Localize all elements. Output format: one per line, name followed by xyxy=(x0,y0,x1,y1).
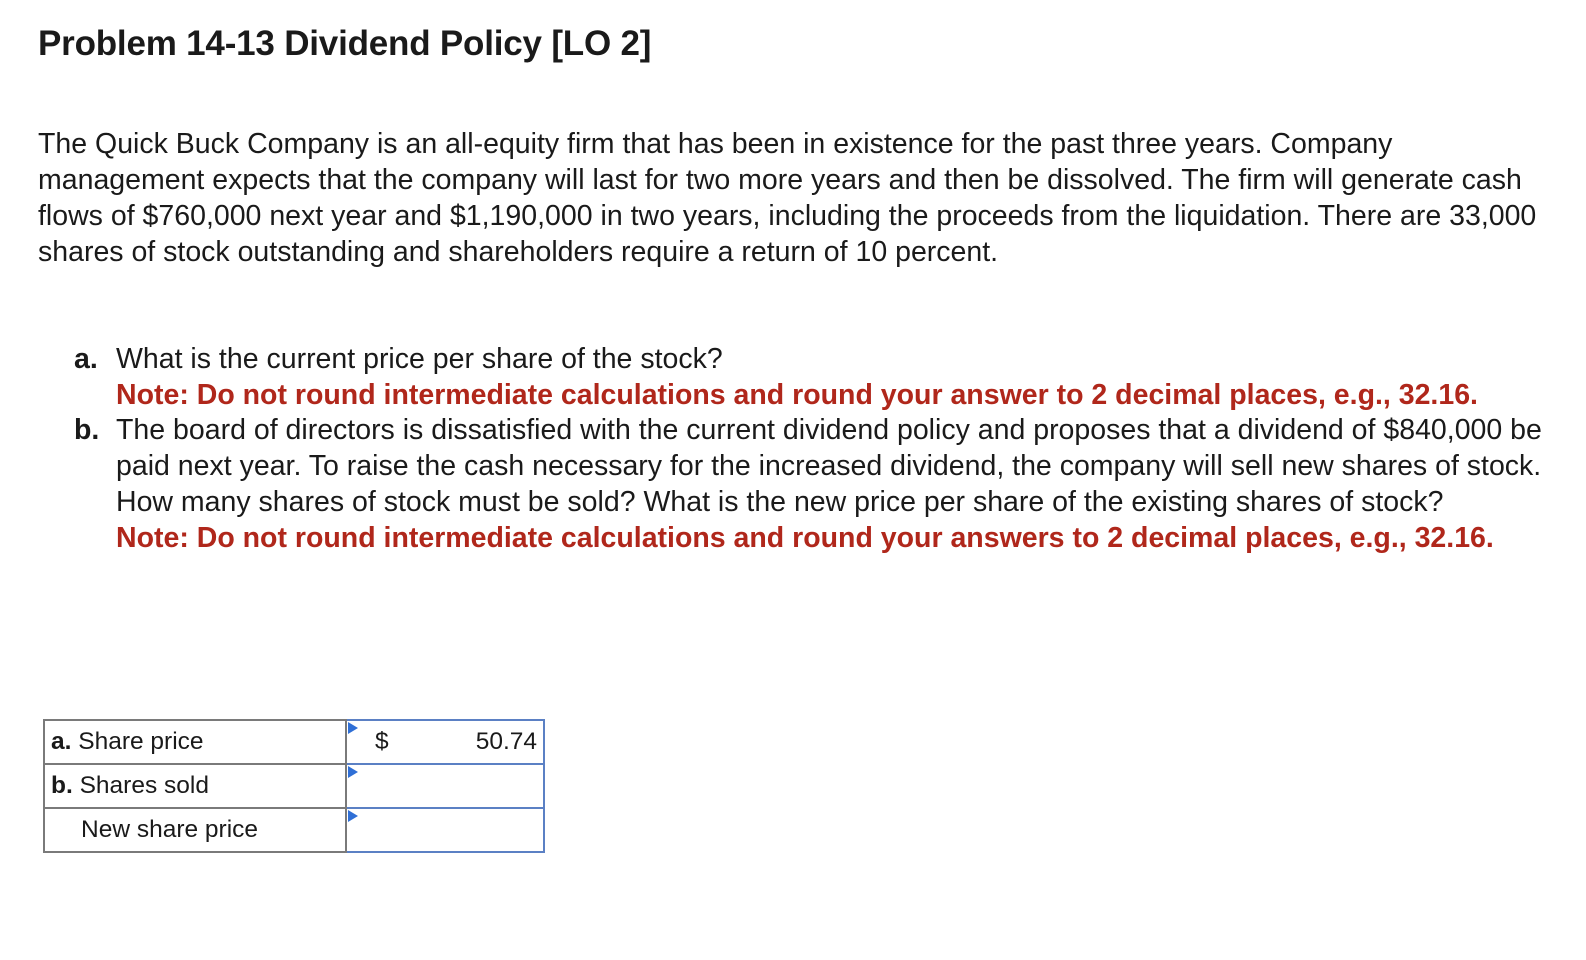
answer-label xyxy=(44,808,346,852)
shares-sold-input[interactable] xyxy=(346,764,544,808)
question-letter: b. xyxy=(74,414,100,447)
question-b xyxy=(74,413,1544,556)
answer-label-text: New share price xyxy=(81,816,259,843)
flag-marker-icon xyxy=(348,810,358,822)
flag-marker-icon xyxy=(348,766,358,778)
question-letter: a. xyxy=(74,343,98,375)
answer-label-text: Share price xyxy=(78,728,204,755)
answer-label xyxy=(44,764,346,808)
answer-row-share-price xyxy=(44,720,544,764)
currency-symbol: $ xyxy=(375,728,389,755)
rounding-note: Note: Do not round intermediate calculations and round your answer to 2 decimal places, e.g., 32.16. xyxy=(116,378,1478,411)
answer-row-shares-sold xyxy=(44,764,544,808)
problem-statement: The Quick Buck Company is an all-equity firm that has been in existence for the past three years. Company management expects that the company will last for two more years and then be dissolved. The firm will generate cash flows of $760,000 next year and $1,190,000 in two years, including the proceeds from the liquidation. There are 33,000 shares of stock outstanding and shareholders require a return of 10 percent. xyxy=(38,128,1537,268)
rounding-note: Note: Do not round intermediate calculations and round your answers to 2 decimal places, e.g., 32.16. xyxy=(116,521,1494,554)
input-value: 50.74 xyxy=(475,728,537,755)
share-price-input[interactable] xyxy=(346,720,544,764)
new-share-price-input[interactable] xyxy=(346,808,544,852)
answer-table xyxy=(43,719,545,853)
problem-title: Problem 14-13 Dividend Policy [LO 2] xyxy=(38,24,652,63)
answer-label-text: Shares sold xyxy=(79,772,209,799)
question-list xyxy=(74,342,1544,556)
answer-label xyxy=(44,720,346,764)
flag-marker-icon xyxy=(348,722,358,734)
question-a xyxy=(74,342,1544,413)
answer-prefix: a. xyxy=(51,728,72,755)
question-text: The board of directors is dissatisfied with the current dividend policy and proposes that a dividend of $840,000 be paid next year. To raise the cash necessary for the increased dividend, the company will sell new shares of stock. How many shares of stock must be sold? What is the new price per share of the existing shares of stock? xyxy=(116,414,1542,518)
answer-row-new-share-price xyxy=(44,808,544,852)
answer-prefix: b. xyxy=(51,772,73,799)
question-text: What is the current price per share of the stock? xyxy=(116,343,723,375)
